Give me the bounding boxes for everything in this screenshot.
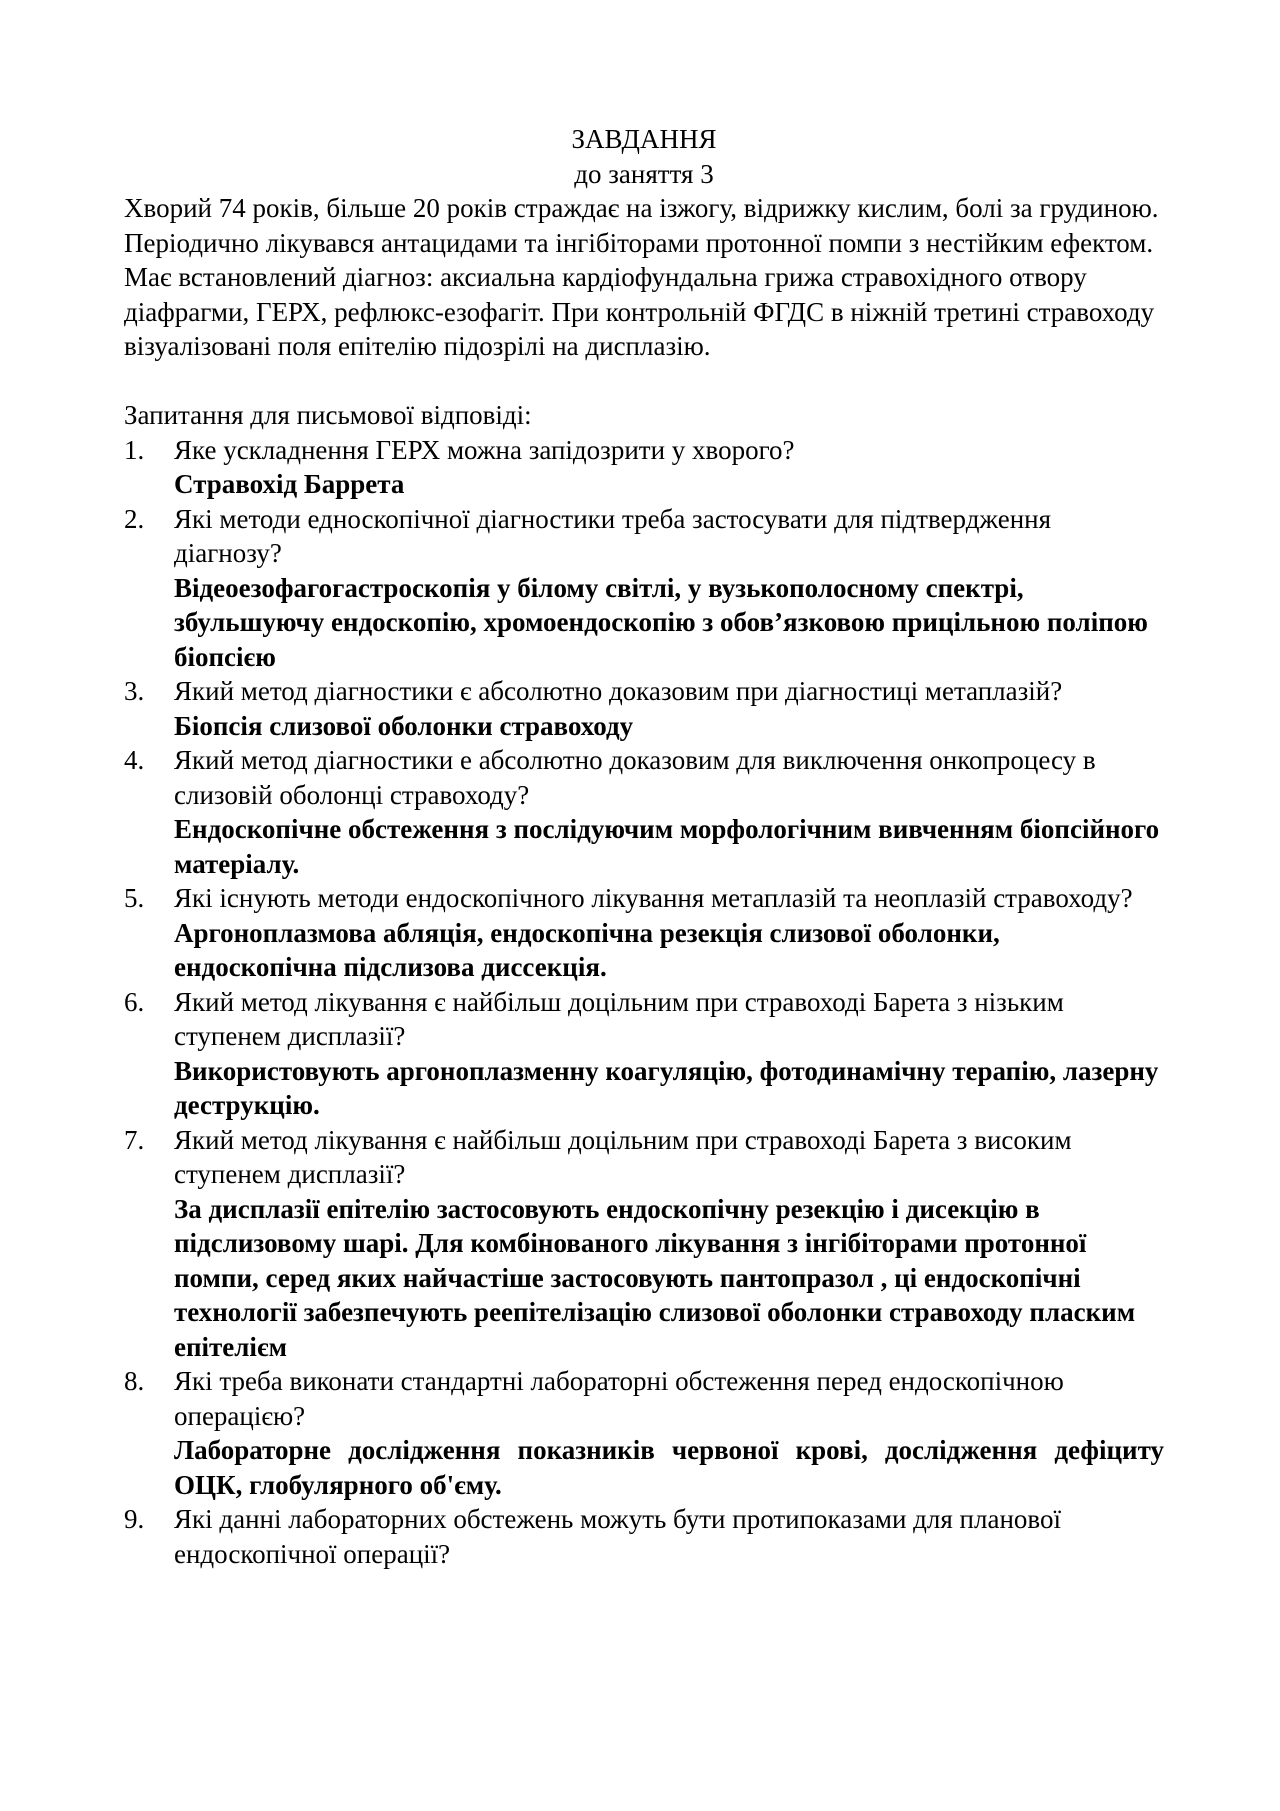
question-number: 7. [124,1124,145,1155]
question-item [124,1364,1164,1502]
question-item [124,502,1164,675]
question-text: Які методи едноскопічної діагностики треба застосувати для підтвердження діагнозу? [174,503,1052,568]
question-item [124,1123,1164,1365]
answer-text: Використовують аргоноплазменну коагуляцію, фотодинамічну терапію, лазерну деструкцію. [174,1055,1159,1120]
document-title: ЗАВДАННЯ [571,124,717,154]
questions-header: Запитання для письмової відповіді: [124,400,532,430]
answer-text: Лабораторне дослідження показників червоної крові, дослідження дефіциту ОЦК, глобулярного об'єму. [174,1435,1164,1500]
question-text: Яке ускладнення ГЕРХ можна запідозрити у хворого? [174,434,795,465]
question-item [124,743,1164,881]
question-number: 3. [124,676,145,706]
paragraph-gap [124,364,1164,399]
question-number: 9. [124,1504,145,1534]
case-description: Хворий 74 років, більше 20 років страждає на ізжогу, відрижку кислим, болі за грудиною. Періодично лікувався антацидами та інгібіторами протонної помпи з нестійким ефектом. Має встановлений діагноз: аксиальна кардіофундальна грижа стравохідного отвору діафрагми, ГЕРХ, рефлюкс-езофагіт. При контрольній ФГДС в ніжній третині стравоходу візуалізовані поля епітелію підозрілі на дисплазію. [124,193,1159,361]
document-subtitle: до заняття 3 [574,158,714,189]
question-item [124,985,1164,1123]
answer-text: Аргоноплазмова абляція, ендоскопічна резекція слизової оболонки, ендоскопічна підслизова диссекція. [174,917,1000,982]
answer-text: За дисплазії епітелію застосовують ендоскопічну резекцію і дисекцію в підслизовому шарі. Для комбінованого лікування з інгібіторами протонної помпи, серед яких найчастіше застосовують пантопразол , ці ендоскопічні технології забезпечують реепітелізацію слизової оболонки стравоходу пласким епітелієм [174,1193,1136,1362]
question-item [124,433,1164,502]
question-text: Який метод лікування є найбільш доцільним при стравоході Барета з нізьким ступенем дисплазії? [174,986,1064,1051]
answer-text: Ендоскопічне обстеження з послідуючим морфологічним вивченням біопсійного матеріалу. [174,814,1160,879]
question-number: 8. [124,1366,145,1396]
question-number: 2. [124,503,145,534]
question-item [124,674,1164,743]
answer-text: Відеоезофагогастроскопія у білому світлі, у вузькополосному спектрі, збульшуючу ендоскопію, хромоендоскопію з обов’язковою прицільною поліпою біопсією [174,572,1148,672]
question-number: 4. [124,745,145,775]
answer-text: Стравохід Баррета [174,469,405,499]
question-text: Який метод діагностики е абсолютно доказовим для виключення онкопроцесу в слизовій оболонці стравоходу? [174,745,1096,810]
question-number: 1. [124,434,145,465]
question-text: Які існують методи ендоскопічного лікування метаплазій та неоплазій стравоходу? [174,883,1133,913]
question-item [124,881,1164,985]
question-text: Який метод діагностики є абсолютно доказовим при діагностиці метаплазій? [174,676,1063,706]
question-number: 6. [124,986,145,1017]
question-text: Які данні лабораторних обстежень можуть бути протипоказами для планової ендоскопічної операції? [174,1504,1061,1569]
document-page [124,122,1164,1571]
questions-list [124,433,1164,1572]
question-number: 5. [124,883,145,913]
question-text: Який метод лікування є найбільш доцільним при стравоході Барета з високим ступенем дисплазії? [174,1124,1072,1189]
answer-text: Біопсія слизової оболонки стравоходу [174,710,634,741]
question-item [124,1502,1164,1571]
question-text: Які треба виконати стандартні лабораторні обстеження перед ендоскопічною операцією? [174,1366,1064,1431]
